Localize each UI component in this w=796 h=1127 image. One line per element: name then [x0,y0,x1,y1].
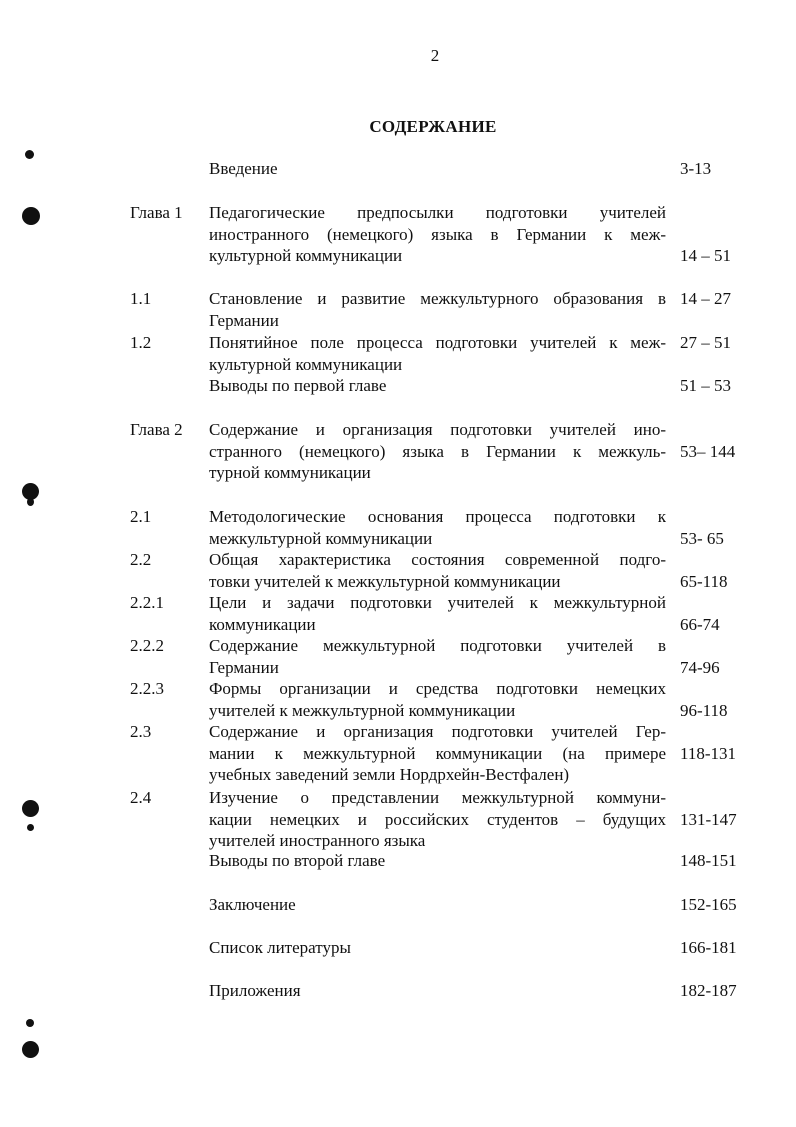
toc-entry-title [209,980,666,1002]
toc-entry-title [209,678,666,721]
binder-hole [22,800,39,817]
toc-entry-title-line: странного (немецкого) языка в Германии к межкуль- [209,441,666,461]
toc-entry-number: Глава 1 [130,203,183,222]
toc-entry-title-line: Выводы по второй главе [209,851,386,870]
toc-entry-number: 1.1 [130,289,152,308]
toc-entry-title [209,850,666,872]
toc-entry-title-line: Введение [209,159,278,178]
toc-entry-title [209,375,666,397]
toc-entry-number: 2.4 [130,788,152,807]
toc-entry-title-line: мании к межкультурной коммуникации (на примере [209,743,666,763]
toc-entry-number: 2.2.3 [130,679,164,698]
toc-entry-title [209,635,666,678]
toc-entry-pages: 3-13 [680,159,712,178]
toc-entry-pages: 96-118 [680,700,728,720]
toc-entry-title-line: коммуникации [209,614,316,634]
toc-entry-pages: 14 – 51 [680,246,731,265]
toc-entry-title [209,332,666,375]
toc-entry-pages: 152-165 [680,895,737,914]
toc-entry-title-line: товки учителей к межкультурной коммуникации [209,571,561,591]
toc-entry-title-line: Цели и задачи подготовки учителей к межкультурной [209,593,666,612]
toc-entry-title [209,894,666,916]
toc-entry-pages: 53– 144 [680,441,736,461]
toc-entry-title-line: культурной коммуникации [209,246,403,265]
toc-entry-number: 2.1 [130,507,152,526]
toc-entry-title-line: культурной коммуникации [209,354,403,374]
toc-entry-title-line: Содержание и организация подготовки учителей Гер- [209,722,666,741]
toc-entry-title-line: Список литературы [209,938,351,957]
toc-entry-pages: 53- 65 [680,528,724,548]
toc-entry-number: Глава 2 [130,420,183,439]
binder-hole-dot [27,824,34,831]
toc-entry-title-line: Понятийное поле процесса подготовки учителей к меж- [209,333,666,352]
toc-entry-title-line: Приложения [209,981,301,1000]
toc-entry-title-line: Методологические основания процесса подготовки к [209,507,666,526]
toc-entry-pages: 182-187 [680,981,737,1000]
toc-entry-pages: 131-147 [680,809,737,829]
binder-hole-dot [26,1019,34,1027]
toc-entry-title [209,419,666,484]
toc-entry-number: 1.2 [130,333,152,352]
toc-entry-pages: 66-74 [680,614,720,634]
toc-entry-pages: 74-96 [680,657,720,677]
toc-entry-number: 2.3 [130,722,152,741]
toc-entry-title-line: иностранного (немецкого) языка в Германии к меж- [209,224,666,244]
binder-hole-dot [27,498,34,506]
toc-entry-title-line: Педагогические предпосылки подготовки учителей [209,203,666,222]
toc-entry-pages: 166-181 [680,938,737,957]
toc-entry-pages: 51 – 53 [680,376,731,395]
toc-entry-title [209,158,666,180]
toc-entry-pages: 27 – 51 [680,333,731,352]
toc-entry-pages: 148-151 [680,851,737,870]
toc-entry-title-line: учителей к межкультурной коммуникации [209,700,516,720]
toc-entry-title-line: Германии [209,657,279,677]
toc-entry-title [209,202,666,267]
toc-entry-title-line: Общая характеристика состояния современной подго- [209,550,666,569]
toc-entry-title-line: учебных заведений земли Нордрхейн-Вестфален) [209,765,570,784]
toc-entry-title [209,721,666,786]
toc-entry-title-line: Изучение о представлении межкультурной коммуни- [209,788,666,807]
toc-entry-title [209,592,666,635]
toc-entry-title-line: Заключение [209,895,296,914]
toc-entry-title-line: Выводы по первой главе [209,376,387,395]
toc-entry-title-line: межкультурной коммуникации [209,528,433,548]
toc-entry-title [209,288,666,331]
toc-entry-title-line: Германии [209,310,279,330]
toc-entry-pages: 65-118 [680,571,728,591]
toc-entry-number: 2.2 [130,550,152,569]
toc-entry-title-line: Формы организации и средства подготовки немецких [209,679,666,698]
toc-entry-title-line: турной коммуникации [209,463,371,482]
toc-entry-title-line: Становление и развитие межкультурного образования в [209,289,666,308]
toc-entry-title-line: учителей иностранного языка [209,831,426,850]
toc-entry-number: 2.2.1 [130,593,164,612]
toc-entry-title-line: Содержание межкультурной подготовки учителей в [209,636,666,655]
toc-entry-title-line: кации немецких и российских студентов – будущих [209,809,666,829]
binder-hole [22,207,40,225]
page-title: СОДЕРЖАНИЕ [369,117,497,136]
toc-entry-number: 2.2.2 [130,636,164,655]
toc-entry-title-line: Содержание и организация подготовки учителей ино- [209,420,666,439]
page-number: 2 [430,46,440,65]
toc-entry-title [209,937,666,959]
toc-entry-title [209,549,666,592]
toc-entry-pages: 14 – 27 [680,289,731,308]
toc-entry-title [209,506,666,549]
binder-hole-dot [25,150,34,159]
toc-entry-pages: 118-131 [680,743,737,763]
binder-hole [22,1041,39,1058]
toc-entry-title [209,787,666,852]
